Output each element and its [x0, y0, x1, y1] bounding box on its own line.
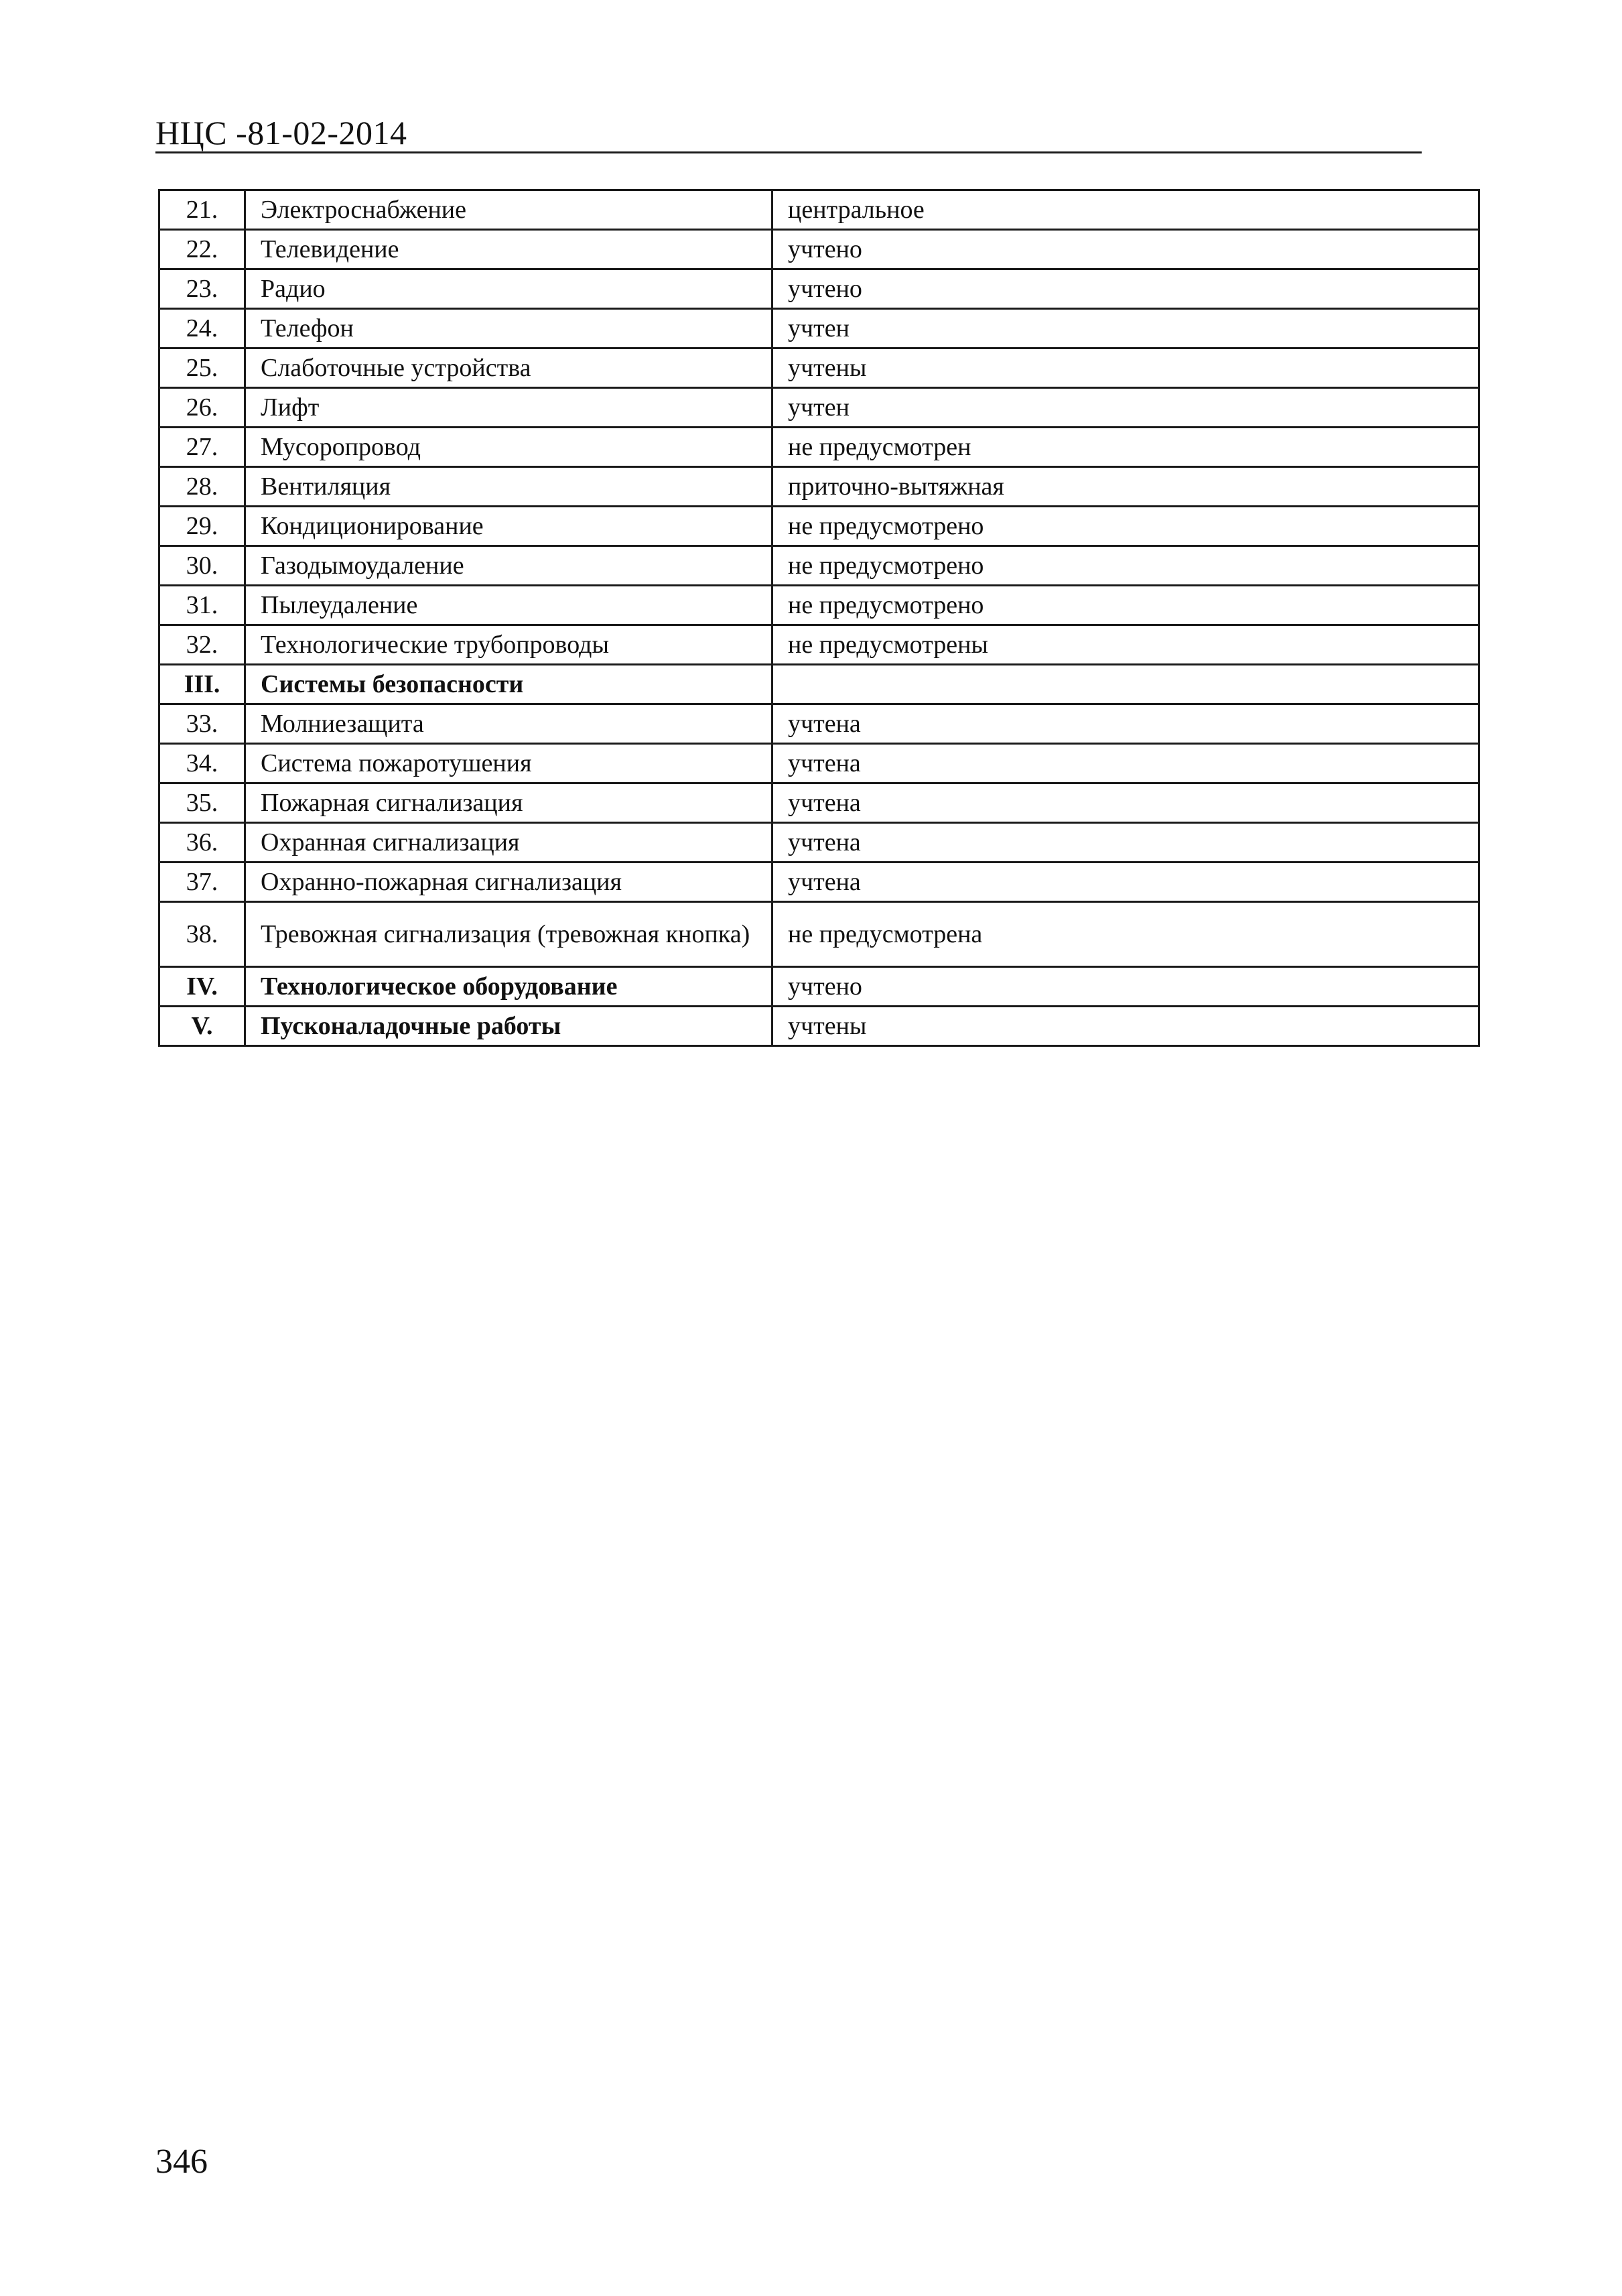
- row-number: 28.: [159, 467, 245, 507]
- row-name: Кондиционирование: [245, 507, 772, 546]
- row-name: Пожарная сигнализация: [245, 783, 772, 823]
- row-value: приточно-вытяжная: [772, 467, 1479, 507]
- section-number: III.: [159, 665, 245, 704]
- section-value: учтены: [772, 1007, 1479, 1046]
- table-row: [159, 230, 1479, 269]
- table-row: [159, 823, 1479, 863]
- row-value: центральное: [772, 190, 1479, 230]
- section-value: [772, 665, 1479, 704]
- table-row: [159, 309, 1479, 348]
- row-name: Электроснабжение: [245, 190, 772, 230]
- row-name: Газодымоудаление: [245, 546, 772, 586]
- row-value: учтены: [772, 348, 1479, 388]
- page-number: 346: [155, 2143, 208, 2181]
- row-name: Слаботочные устройства: [245, 348, 772, 388]
- section-number: V.: [159, 1007, 245, 1046]
- row-value: учтено: [772, 269, 1479, 309]
- row-value: учтена: [772, 863, 1479, 902]
- document-code-header: НЦС -81-02-2014: [155, 114, 407, 151]
- row-value: учтена: [772, 704, 1479, 744]
- table-row: [159, 902, 1479, 967]
- row-number: 22.: [159, 230, 245, 269]
- row-number: 25.: [159, 348, 245, 388]
- row-number: 33.: [159, 704, 245, 744]
- section-title: Системы безопасности: [245, 665, 772, 704]
- row-number: 21.: [159, 190, 245, 230]
- row-number: 37.: [159, 863, 245, 902]
- table-row: [159, 467, 1479, 507]
- row-number: 26.: [159, 388, 245, 428]
- row-value: учтена: [772, 744, 1479, 783]
- row-value: не предусмотрено: [772, 507, 1479, 546]
- row-name: Телефон: [245, 309, 772, 348]
- row-value: не предусмотрено: [772, 586, 1479, 625]
- row-name: Охранно-пожарная сигнализация: [245, 863, 772, 902]
- specification-table: [158, 189, 1480, 1047]
- table-row: [159, 783, 1479, 823]
- row-value: учтено: [772, 230, 1479, 269]
- row-number: 35.: [159, 783, 245, 823]
- row-name: Охранная сигнализация: [245, 823, 772, 863]
- row-number: 27.: [159, 428, 245, 467]
- row-number: 29.: [159, 507, 245, 546]
- table-row: [159, 428, 1479, 467]
- row-name: Радио: [245, 269, 772, 309]
- row-value: не предусмотрен: [772, 428, 1479, 467]
- table-row: [159, 190, 1479, 230]
- table-row: [159, 348, 1479, 388]
- row-number: 30.: [159, 546, 245, 586]
- row-value: не предусмотрены: [772, 625, 1479, 665]
- row-name: Молниезащита: [245, 704, 772, 744]
- table-row: [159, 704, 1479, 744]
- row-name: Пылеудаление: [245, 586, 772, 625]
- row-number: 32.: [159, 625, 245, 665]
- row-name: Лифт: [245, 388, 772, 428]
- table-row: [159, 546, 1479, 586]
- row-number: 23.: [159, 269, 245, 309]
- row-value: учтена: [772, 823, 1479, 863]
- row-number: 24.: [159, 309, 245, 348]
- section-title: Технологическое оборудование: [245, 967, 772, 1007]
- table-row: [159, 863, 1479, 902]
- table-row: [159, 625, 1479, 665]
- row-name: Телевидение: [245, 230, 772, 269]
- row-value: учтен: [772, 309, 1479, 348]
- table-row: [159, 744, 1479, 783]
- section-number: IV.: [159, 967, 245, 1007]
- section-title: Пусконаладочные работы: [245, 1007, 772, 1046]
- section-row: [159, 665, 1479, 704]
- table-row: [159, 388, 1479, 428]
- row-name: Вентиляция: [245, 467, 772, 507]
- row-name: Система пожаротушения: [245, 744, 772, 783]
- row-number: 34.: [159, 744, 245, 783]
- row-value: не предусмотрено: [772, 546, 1479, 586]
- row-name: Технологические трубопроводы: [245, 625, 772, 665]
- section-row: [159, 967, 1479, 1007]
- row-value: учтена: [772, 783, 1479, 823]
- table-row: [159, 586, 1479, 625]
- section-row: [159, 1007, 1479, 1046]
- header-rule: [155, 151, 1422, 153]
- row-number: 38.: [159, 902, 245, 967]
- row-value: учтен: [772, 388, 1479, 428]
- row-number: 36.: [159, 823, 245, 863]
- row-number: 31.: [159, 586, 245, 625]
- table-row: [159, 269, 1479, 309]
- row-value: не предусмотрена: [772, 902, 1479, 967]
- row-name: Мусоропровод: [245, 428, 772, 467]
- row-name: Тревожная сигнализация (тревожная кнопка): [245, 902, 772, 967]
- section-value: учтено: [772, 967, 1479, 1007]
- table-row: [159, 507, 1479, 546]
